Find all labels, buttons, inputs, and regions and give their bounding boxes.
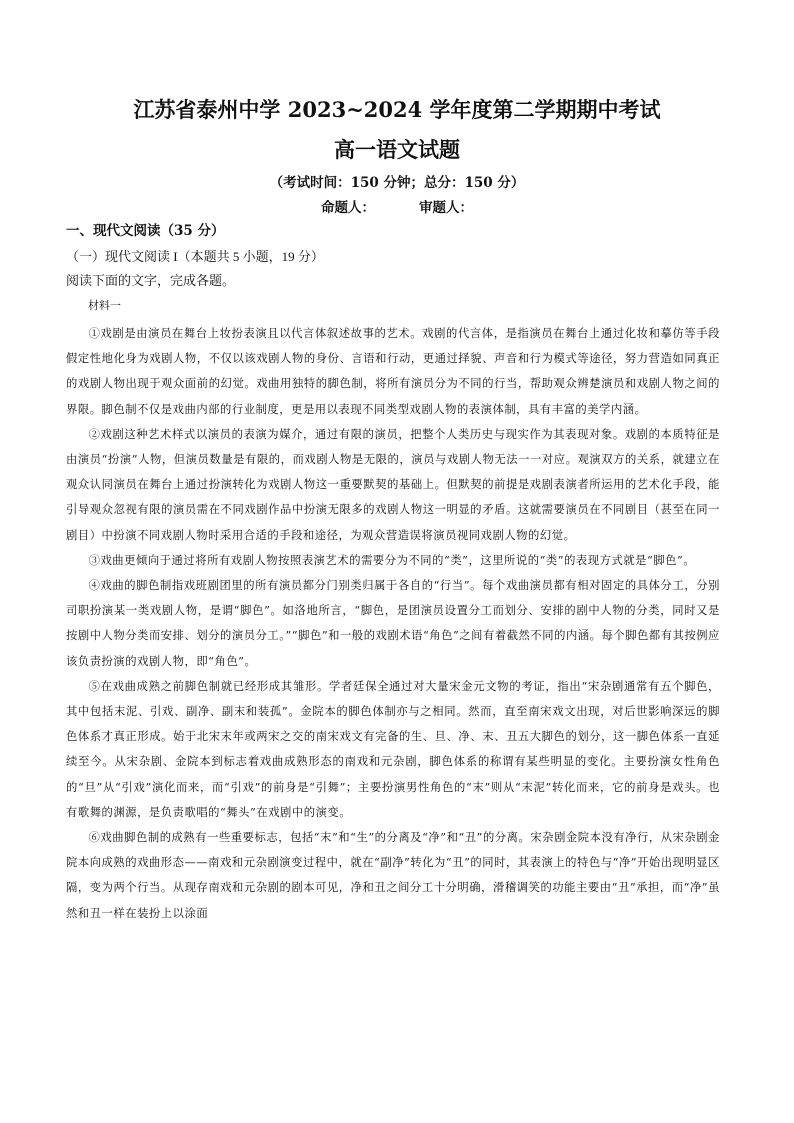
- sub-section-heading: （一）现代文阅读 I（本题共 5 小题，19 分）: [66, 249, 324, 264]
- paragraph: ④戏曲的脚色制指戏班剧团里的所有演员都分门别类归属于各自的“行当”。每个戏曲演员都有相对固定的具体分工，分别司职扮演某一类戏剧人物，是谓“脚色”。如洛地所言，“脚色，是团演员设置分工而划分、安排的剧中人物的分类，同时又是按剧中人物分类而安排、划分的演员分工。”“脚色”和一般的戏剧术语“角色”之间有着截然不同的内涵。每个脚色都有其按例应该负责扮演的戏剧人物，即“角色”。: [66, 579, 720, 668]
- material-label: 材料一: [88, 299, 121, 312]
- reading-instruction: 阅读下面的文字，完成各题。: [66, 273, 236, 288]
- exam-info: （考试时间：150 分钟；总分：150 分）: [269, 175, 525, 191]
- material-body: [66, 321, 720, 926]
- paragraph: ②戏剧这种艺术样式以演员的表演为媒介，通过有限的演员，把整个人类历史与现实作为其表现对象。戏剧的本质特征是由演员“扮演”人物，但演员数量是有限的，而戏剧人物是无限的，演员与戏剧人物无法一一对应。观演双方的关系，就建立在观众认同演员在舞台上通过扮演转化为戏剧人物这一重要默契的基础上。但默契的前提是戏剧表演者所运用的艺术化手段，能引导观众忽视有限的演员需在不同戏剧作品中扮演无限多的戏剧人物这一明显的矛盾。这就需要演员在不同剧目（甚至在同一剧目）中扮演不同戏剧人物时采用合适的手段和途径，为观众营造误将演员视同戏剧人物的幻觉。: [66, 427, 720, 542]
- paragraph: ⑤在戏曲成熟之前脚色制就已经形成其雏形。学者廷保全通过对大量宋金元文物的考证，指出“宋杂剧通常有五个脚色，其中包括末泥、引戏、副净、副末和装孤”。金院本的脚色体制亦与之相同。然而，直至南宋戏文出现，对后世影响深远的脚色体系才真正形成。始于北宋末年或两宋之交的南宋戏文有完备的生、旦、净、末、丑五大脚色的划分，这一脚色体系一直延续至今。从宋杂剧、金院本到标志着戏曲成熟形态的南戏和元杂剧，脚色体系的称谓有某些明显的变化。主要扮演女性角色的“旦”从“引戏”演化而来，而“引戏”的前身是“引舞”；主要扮演男性角色的“末”则从“末泥”转化而来，它的前身是戏头。也有歌舞的渊源，是负责歌唱的“舞头”在戏剧中的演变。: [66, 679, 720, 819]
- paragraph: ⑥戏曲脚色制的成熟有一些重要标志，包括“末”和“生”的分离及“净”和“丑”的分离。宋杂剧金院本没有净行，从宋杂剧金院本向成熟的戏曲形态——南戏和元杂剧演变过程中，就在“副净”转化为“丑”的同时，其表演上的特色与“净”开始出现明显区隔，变为两个行当。从现存南戏和元杂剧的剧本可见，净和丑之间分工十分明确，滑稽调笑的功能主要由“丑”承担，而“净”虽然和丑一样在装扮上以涂面: [66, 831, 720, 920]
- exam-title: 江苏省泰州中学 2023~2024 学年度第二学期期中考试: [133, 97, 661, 122]
- section-heading: 一、现代文阅读（35 分）: [66, 223, 225, 239]
- exam-staff: [0, 199, 794, 217]
- exam-subtitle: 高一语文试题: [334, 137, 460, 162]
- paragraph: ③戏曲更倾向于通过将所有戏剧人物按照表演艺术的需要分为不同的“类”，这里所说的“类”的表现方式就是“脚色”。: [88, 553, 696, 567]
- paragraph: ①戏剧是由演员在舞台上妆扮表演且以代言体叙述故事的艺术。戏剧的代言体，是指演员在舞台上通过化妆和摹仿等手段假定性地化身为戏剧人物，不仅以该戏剧人物的身份、言语和行动，更通过择貌、声音和行为模式等途径，努力营造如同真正的戏剧人物出现于观众面前的幻觉。戏曲用独特的脚色制，将所有演员分为不同的行当，帮助观众辨楚演员和戏剧人物之间的界限。脚色制不仅是戏曲内部的行业制度，更是用以表现不同类型戏剧人物的表演体制，具有丰富的美学内涵。: [66, 327, 720, 416]
- reviewer-label: 审题人：: [419, 200, 473, 216]
- setter-label: 命题人：: [321, 200, 375, 216]
